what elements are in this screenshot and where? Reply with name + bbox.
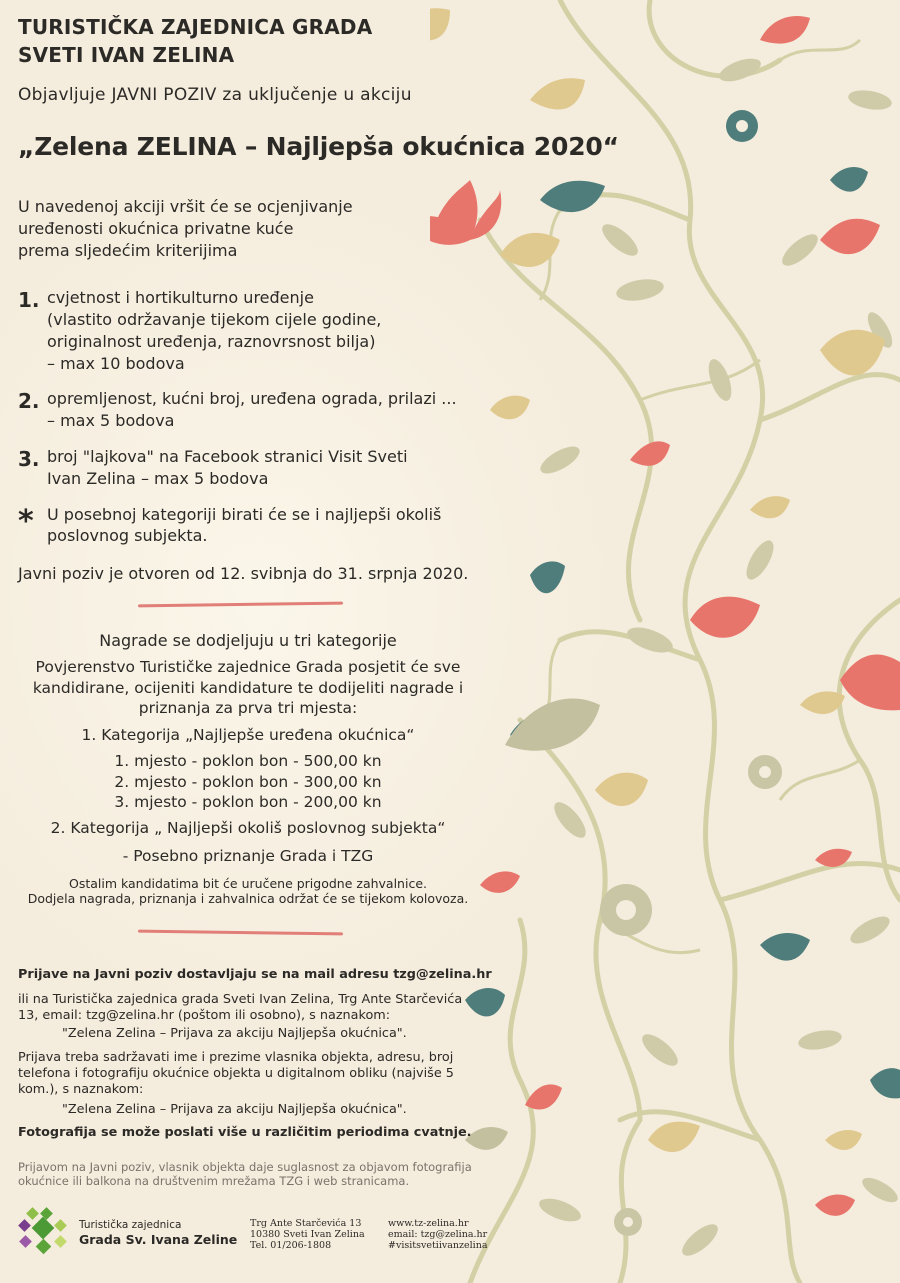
criterion-text: (vlastito održavanje tijekom cijele godine, [47,310,382,329]
awards-heading: Nagrade se dodjeljuju u tri kategorije [99,631,397,650]
applications-text: ili na Turistička zajednica grada Sveti Ivan Zelina, Trg Ante Starčevića [18,992,463,1007]
applications-text: kom.), s naznakom: [18,1082,144,1097]
criterion-points: – max 5 bodova [47,411,175,430]
announcement: Objavljuje JAVNI POZIV za uključenje u akciju [18,85,412,105]
criterion-marker: 3. [18,447,40,471]
call-period: Javni poziv je otvoren od 12. svibnja do 31. srpnja 2020. [18,564,469,583]
criterion-text: U posebnoj kategoriji birati će se i najljepši okoliš [47,505,442,524]
category-1-title: 1. Kategorija „Najljepše uređena okućnica“ [81,726,415,744]
applications-label-quote: "Zelena Zelina – Prijava za akciju Najljepša okućnica". [62,1102,407,1117]
category-2-prize: - Posebno priznanje Grada i TZG [122,847,374,865]
applications-label-quote: "Zelena Zelina – Prijava za akciju Najljepša okućnica". [62,1026,407,1041]
prize-place-3: 3. mjesto - poklon bon - 200,00 kn [114,793,382,811]
footer-hashtag: #visitsvetiivanzelina [388,1240,488,1251]
floral-vine-decoration [430,0,900,1283]
awards-text: kandidirane, ocijeniti kandidature te dodijeliti nagrade i [32,679,464,697]
applications-text: Prijava treba sadržavati ime i prezime vlasnika objekta, adresu, broj [18,1050,454,1065]
intro-line2: uređenosti okućnica privatne kuće [18,219,294,238]
criterion-points: Ivan Zelina – max 5 bodova [47,469,269,488]
intro-line1: U navedenoj akciji vršit će se ocjenjivanje [18,197,353,216]
footer-website[interactable]: www.tz-zelina.hr [388,1218,469,1229]
org-name-line2: SVETI IVAN ZELINA [18,43,235,67]
logo-text-line2: Grada Sv. Ivana Zeline [79,1232,238,1247]
criterion-marker: 1. [18,288,40,312]
criterion-points: – max 10 bodova [47,354,185,373]
applications-intro: Prijave na Javni poziv dostavljaju se na mail adresu tzg@zelina.hr [18,967,492,982]
applications-photo-note: Fotografija se može poslati više u različitim periodima cvatnje. [18,1125,472,1140]
tourist-board-logo [18,1207,70,1257]
criterion-text: poslovnog subjekta. [47,526,208,545]
footer-address: 10380 Sveti Ivan Zelina [250,1229,365,1240]
footer-address: Trg Ante Starčevića 13 [250,1218,362,1229]
criterion-text: cvjetnost i hortikulturno uređenje [47,288,314,307]
logo-text-line1: Turistička zajednica [79,1219,182,1231]
prize-place-2: 2. mjesto - poklon bon - 300,00 kn [114,773,382,791]
category-2-title: 2. Kategorija „ Najljepši okoliš poslovnog subjekta“ [50,819,446,837]
prize-place-1: 1. mjesto - poklon bon - 500,00 kn [114,752,382,770]
applications-text: 13, email: tzg@zelina.hr (poštom ili osobno), s naznakom: [18,1008,391,1023]
applications-text: telefona i fotografiju okućnice objekta u digitalnom obliku (najviše 5 [18,1066,454,1081]
criterion-marker: 2. [18,389,40,413]
intro-line3: prema sljedećim kriterijima [18,241,238,260]
footer-email[interactable]: email: tzg@zelina.hr [388,1229,488,1240]
consent-note: Prijavom na Javni poziv, vlasnik objekta daje suglasnost za objavom fotografija [18,1160,472,1174]
awards-note: Ostalim kandidatima bit će uručene prigodne zahvalnice. [68,876,427,891]
footer-phone: Tel. 01/206-1808 [250,1240,332,1251]
campaign-title: „Zelena ZELINA – Najljepša okućnica 2020“ [18,132,619,161]
criterion-text: broj "lajkova" na Facebook stranici Visit Sveti [47,447,408,466]
awards-text: Povjerenstvo Turističke zajednice Grada posjetit će sve [35,658,461,676]
awards-text: priznanja za prva tri mjesta: [138,699,358,717]
criterion-text: originalnost uređenja, raznovrsnost bilja) [47,332,376,351]
asterisk-marker: * [18,504,34,539]
criterion-text: opremljenost, kućni broj, uređena ograda, prilazi ... [47,389,457,408]
awards-note: Dodjela nagrada, priznanja i zahvalnica održat će se tijekom kolovoza. [27,891,469,906]
org-name-line1: TURISTIČKA ZAJEDNICA GRADA [18,15,373,39]
consent-note: okućnice ili balkona na društvenim mrežama TZG i web stranicama. [18,1174,410,1188]
